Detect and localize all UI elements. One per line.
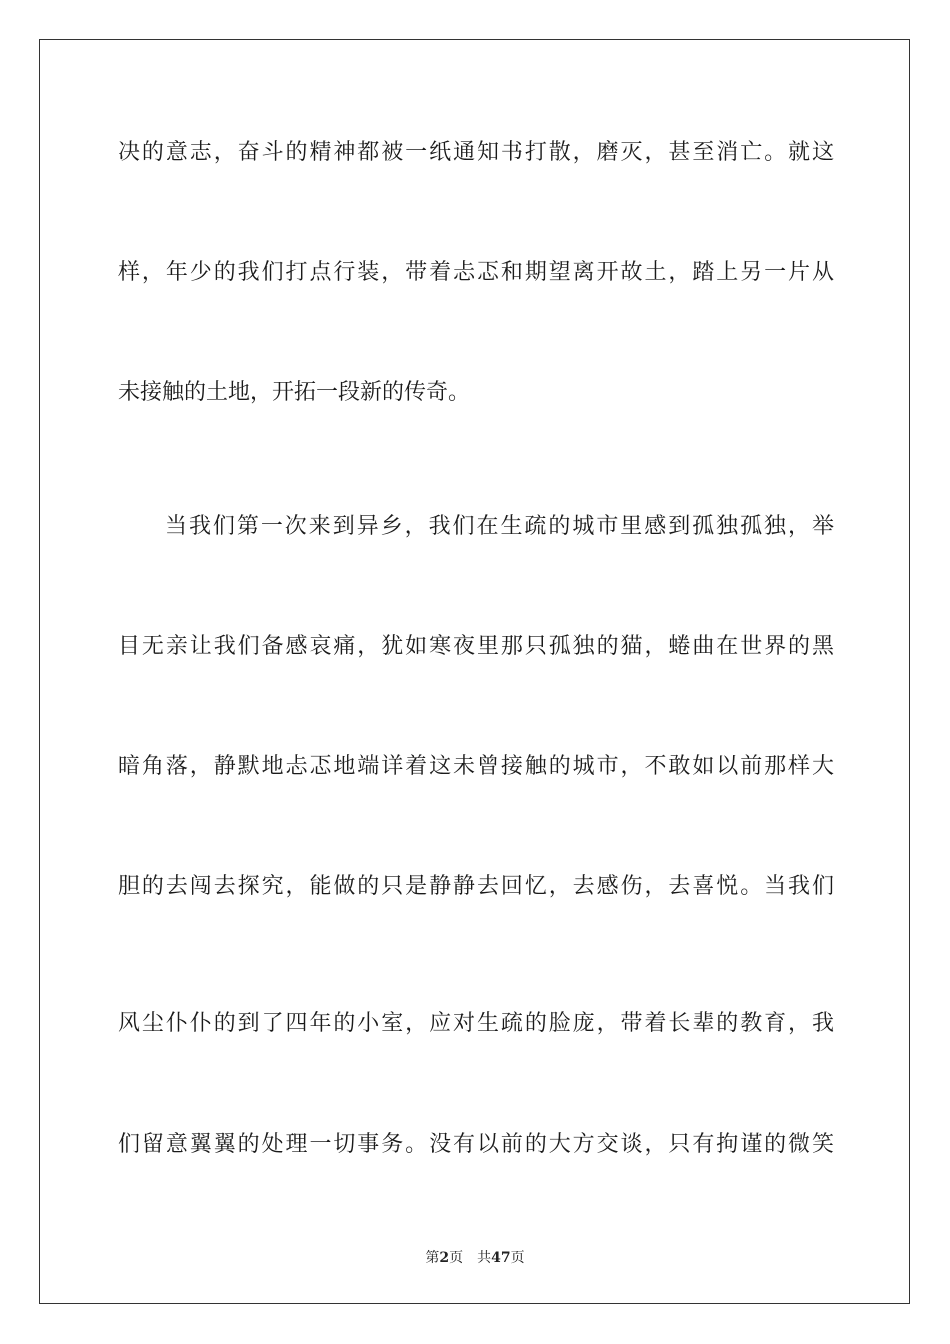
page-prefix: 第 [425, 1250, 440, 1266]
text-line: 决的意志，奋斗的精神都被一纸通知书打散，磨灭，甚至消亡。就这 [118, 140, 834, 165]
page-footer [0, 1247, 950, 1267]
page-border [39, 39, 910, 1304]
text-line: 未接触的土地，开拓一段新的传奇。 [118, 380, 471, 405]
paragraph-first-line: 当我们第一次来到异乡，我们在生疏的城市里感到孤独孤独，举 [165, 514, 834, 539]
text-line: 样，年少的我们打点行装，带着忐忑和期望离开故土，踏上另一片从 [118, 260, 834, 285]
page-suffix: 页 [449, 1250, 464, 1266]
total-pages: 47 [491, 1250, 511, 1266]
total-prefix: 共 [477, 1250, 492, 1266]
text-line: 目无亲让我们备感哀痛，犹如寒夜里那只孤独的猫，蜷曲在世界的黑 [118, 634, 834, 659]
total-suffix: 页 [510, 1250, 525, 1266]
text-line: 风尘仆仆的到了四年的小室，应对生疏的脸庞，带着长辈的教育，我 [118, 1011, 834, 1036]
page-number: 2 [439, 1250, 450, 1266]
text-line: 胆的去闯去探究，能做的只是静静去回忆，去感伤，去喜悦。当我们 [118, 874, 834, 899]
text-line: 暗角落，静默地忐忑地端详着这未曾接触的城市，不敢如以前那样大 [118, 754, 834, 779]
text-line: 们留意翼翼的处理一切事务。没有以前的大方交谈，只有拘谨的微笑 [118, 1132, 834, 1157]
